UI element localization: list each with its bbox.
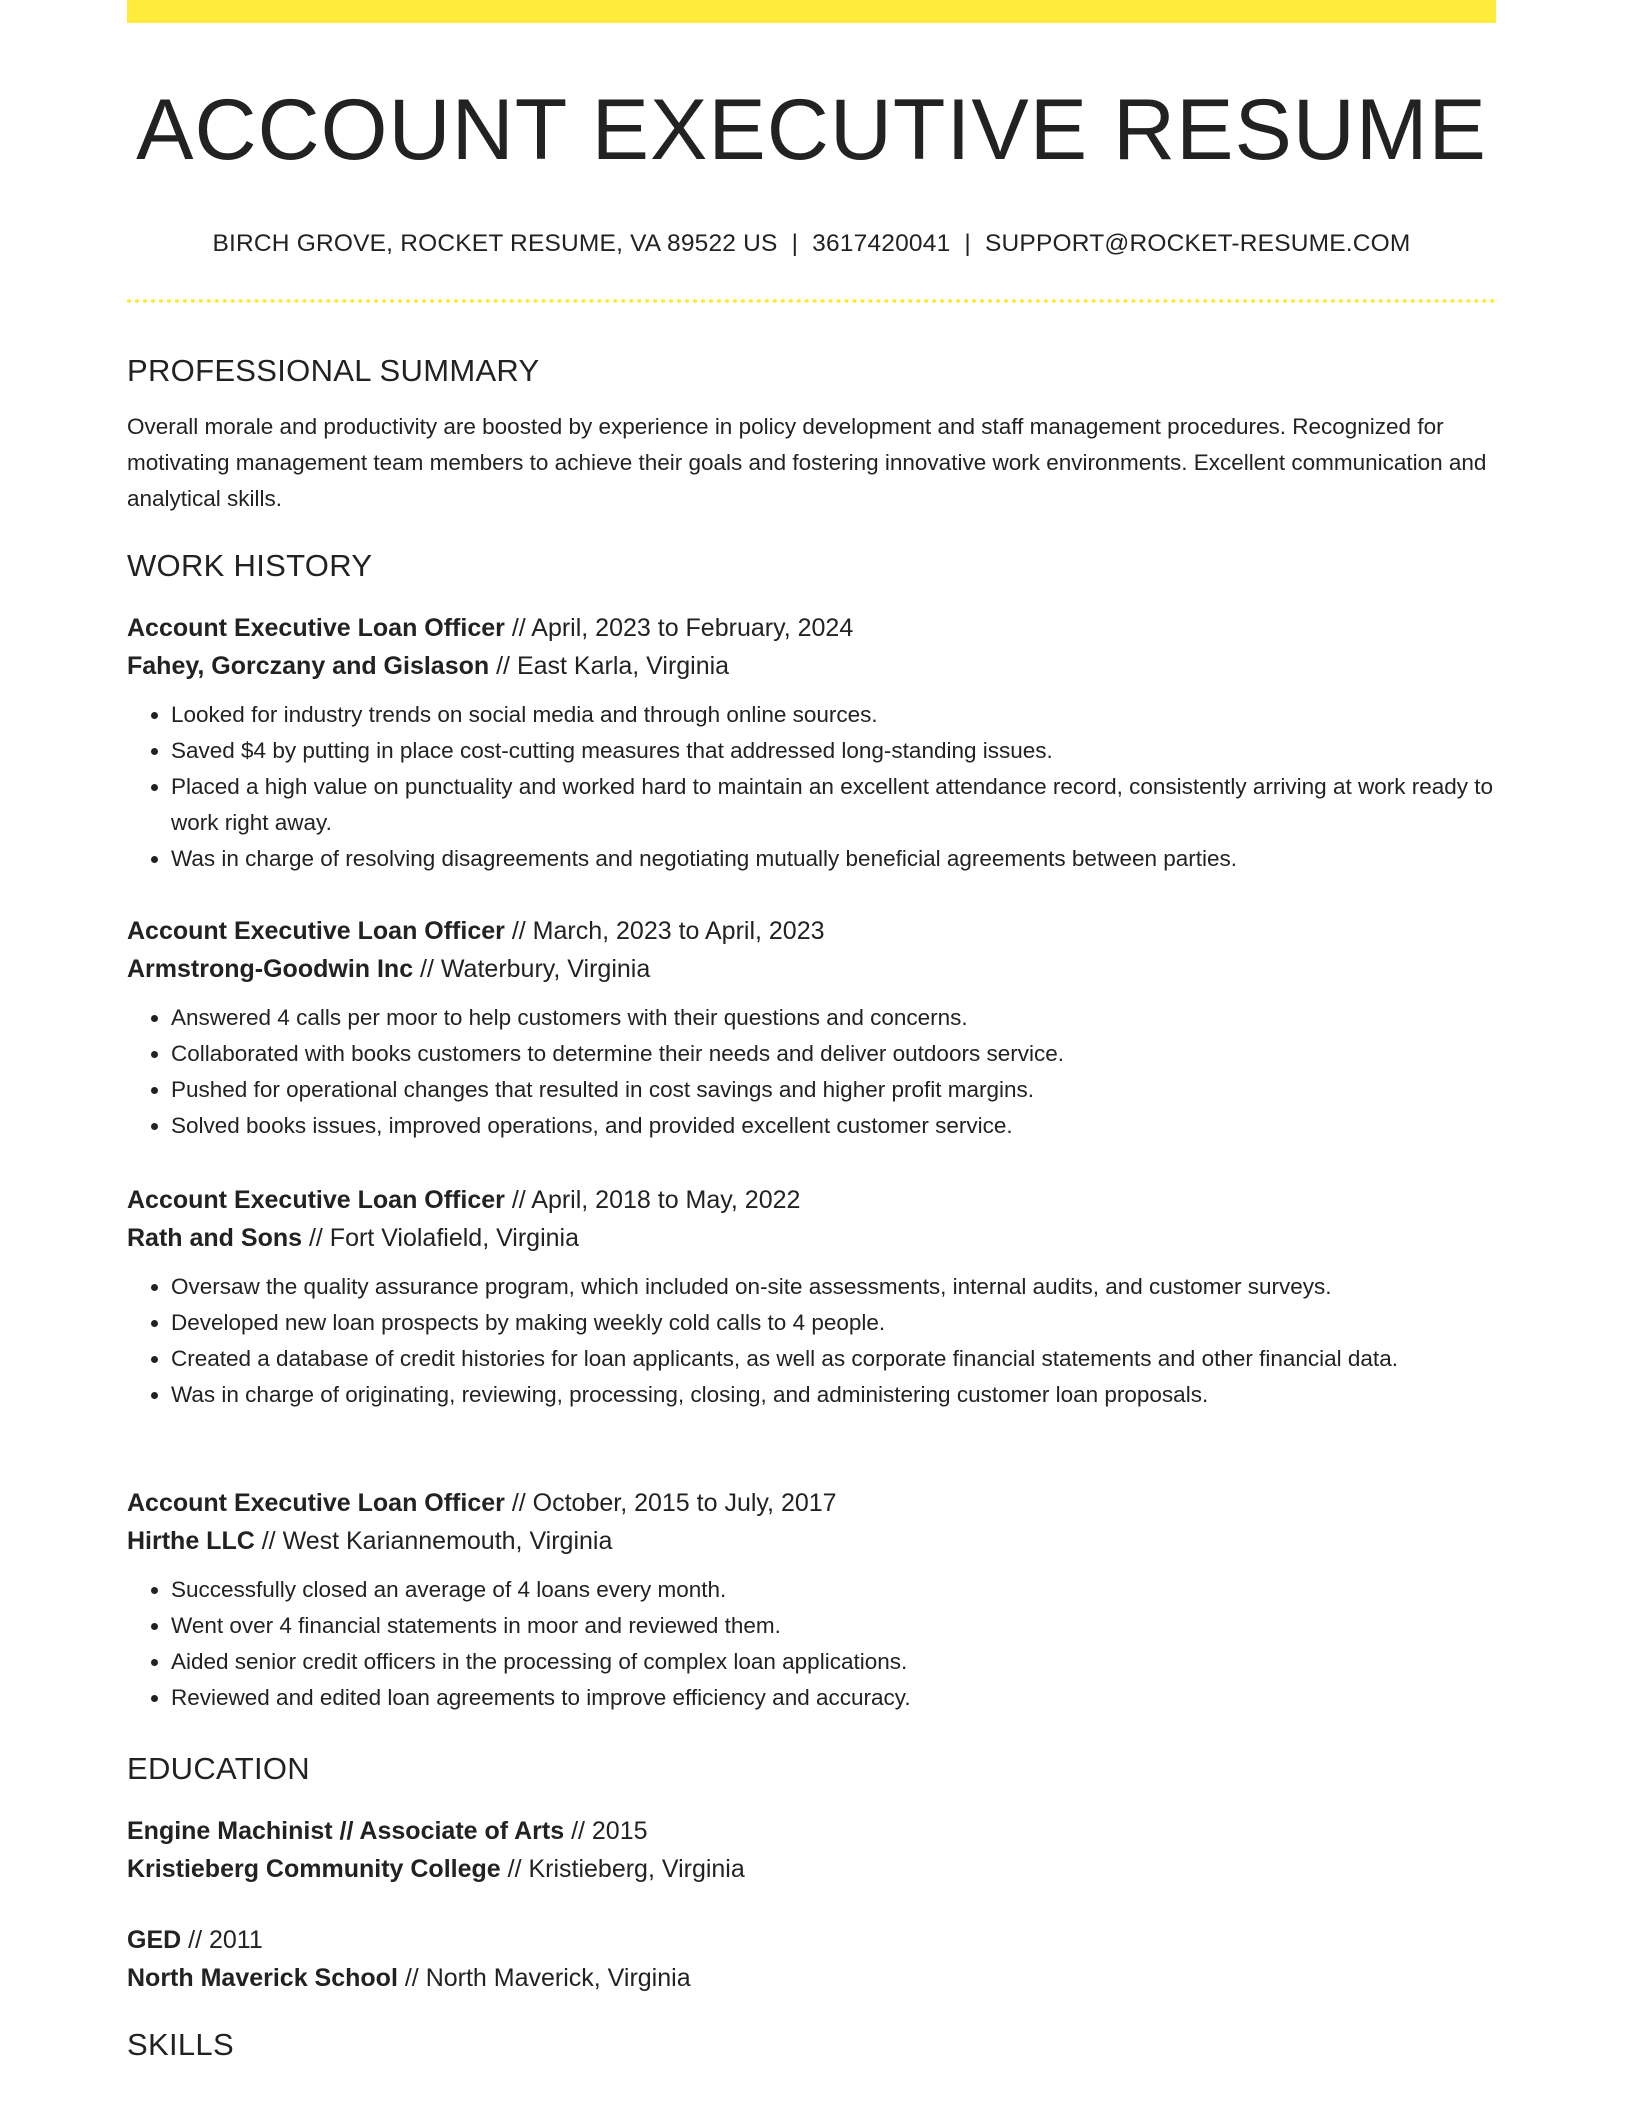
contact-email: SUPPORT@ROCKET-RESUME.COM (985, 229, 1411, 257)
job-bullet: • Collaborated with books customers to determine their needs and deliver outdoors service. (171, 1036, 1496, 1072)
education-school-line (127, 1959, 1496, 1997)
skills-heading-block (127, 2026, 1496, 2063)
job-title: Account Executive Loan Officer (127, 917, 505, 945)
job-bullet: • Went over 4 financial statements in moor and reviewed them. (171, 1608, 1496, 1644)
job-title-line (127, 609, 1496, 647)
education-year: // 2011 (181, 1926, 263, 1954)
job-company: Hirthe LLC (127, 1527, 255, 1555)
contact-separator: | (791, 229, 799, 257)
job-entry (127, 1181, 1496, 1413)
education-entry (127, 1812, 1496, 1888)
job-title-line (127, 1484, 1496, 1522)
job-title-line (127, 912, 1496, 950)
job-bullets (127, 1269, 1496, 1413)
job-company-line (127, 950, 1496, 988)
job-entry (127, 609, 1496, 877)
job-bullet: • Was in charge of originating, reviewing, processing, closing, and administering customer loan proposals. (171, 1377, 1496, 1413)
job-company-line (127, 1219, 1496, 1257)
education-heading: EDUCATION (127, 1751, 310, 1786)
job-bullet: • Developed new loan prospects by making weekly cold calls to 4 people. (171, 1305, 1496, 1341)
resume-page (127, 0, 1496, 2062)
education-location: // Kristieberg, Virginia (500, 1855, 745, 1883)
education-degree: Engine Machinist // Associate of Arts (127, 1817, 565, 1845)
job-dates: // April, 2018 to May, 2022 (504, 1186, 801, 1214)
job-bullet: • Looked for industry trends on social media and through online sources. (171, 697, 1496, 733)
job-location: // Fort Violafield, Virginia (302, 1224, 580, 1252)
education-school: North Maverick School (127, 1964, 398, 1992)
job-title: Account Executive Loan Officer (127, 1186, 505, 1214)
job-location: // Waterbury, Virginia (413, 955, 651, 983)
job-title-line (127, 1181, 1496, 1219)
education-degree-line (127, 1812, 1496, 1850)
work-history-heading: WORK HISTORY (127, 548, 373, 583)
job-company: Armstrong-Goodwin Inc (127, 955, 414, 983)
job-title: Account Executive Loan Officer (127, 1489, 505, 1517)
education-school-line (127, 1850, 1496, 1888)
job-bullet: • Oversaw the quality assurance program, which included on-site assessments, internal audits, and customer surveys. (171, 1269, 1496, 1305)
job-entry (127, 1484, 1496, 1716)
job-bullet: • Answered 4 calls per moor to help customers with their questions and concerns. (171, 1000, 1496, 1036)
work-history-heading-block (127, 547, 1496, 584)
job-bullet: • Saved $4 by putting in place cost-cutting measures that addressed long-standing issues. (171, 733, 1496, 769)
education-school: Kristieberg Community College (127, 1855, 501, 1883)
job-company-line (127, 1522, 1496, 1560)
job-location: // East Karla, Virginia (489, 652, 730, 680)
contact-line (127, 230, 1496, 258)
job-company: Rath and Sons (127, 1224, 303, 1252)
education-entry (127, 1921, 1496, 1997)
job-company: Fahey, Gorczany and Gislason (127, 652, 490, 680)
resume-title: ACCOUNT EXECUTIVE RESUME (136, 82, 1487, 178)
job-dates: // April, 2023 to February, 2024 (504, 614, 854, 642)
job-location: // West Kariannemouth, Virginia (254, 1527, 613, 1555)
education-location: // North Maverick, Virginia (397, 1964, 691, 1992)
contact-phone: 3617420041 (812, 229, 951, 257)
education-heading-block (127, 1750, 1496, 1787)
job-dates: // March, 2023 to April, 2023 (504, 917, 825, 945)
job-bullet: • Created a database of credit histories for loan applicants, as well as corporate financial statements and other financial data. (171, 1341, 1496, 1377)
job-bullet: • Aided senior credit officers in the processing of complex loan applications. (171, 1644, 1496, 1680)
job-bullet: • Placed a high value on punctuality and worked hard to maintain an excellent attendance record, consistently arriving at work ready to work right away. (171, 769, 1496, 841)
job-bullets (127, 697, 1496, 877)
education-year: // 2015 (564, 1817, 648, 1845)
job-bullet: • Solved books issues, improved operations, and provided excellent customer service. (171, 1108, 1496, 1144)
accent-top-bar (127, 0, 1496, 23)
job-company-line (127, 647, 1496, 685)
dotted-divider (127, 299, 1496, 303)
job-bullet: • Reviewed and edited loan agreements to improve efficiency and accuracy. (171, 1680, 1496, 1716)
contact-separator: | (964, 229, 971, 257)
job-bullets (127, 1572, 1496, 1716)
education-degree-line (127, 1921, 1496, 1959)
summary-heading: PROFESSIONAL SUMMARY (127, 353, 540, 388)
summary-section (127, 352, 1496, 517)
summary-text: Overall morale and productivity are boosted by experience in policy development and staff management procedures. Recognized for motivating management team members to achieve their goals and fostering innovative work environments. Excellent communication and analytical skills. (127, 414, 1487, 512)
job-dates: // October, 2015 to July, 2017 (504, 1489, 837, 1517)
education-degree: GED (127, 1926, 182, 1954)
job-title: Account Executive Loan Officer (127, 614, 505, 642)
job-bullet: • Was in charge of resolving disagreements and negotiating mutually beneficial agreements between parties. (171, 841, 1496, 877)
job-bullet: • Successfully closed an average of 4 loans every month. (171, 1572, 1496, 1608)
job-entry (127, 912, 1496, 1144)
contact-address: BIRCH GROVE, ROCKET RESUME, VA 89522 US (212, 229, 778, 257)
skills-heading: SKILLS (127, 2027, 234, 2062)
job-bullets (127, 1000, 1496, 1144)
job-bullet: • Pushed for operational changes that resulted in cost savings and higher profit margins. (171, 1072, 1496, 1108)
